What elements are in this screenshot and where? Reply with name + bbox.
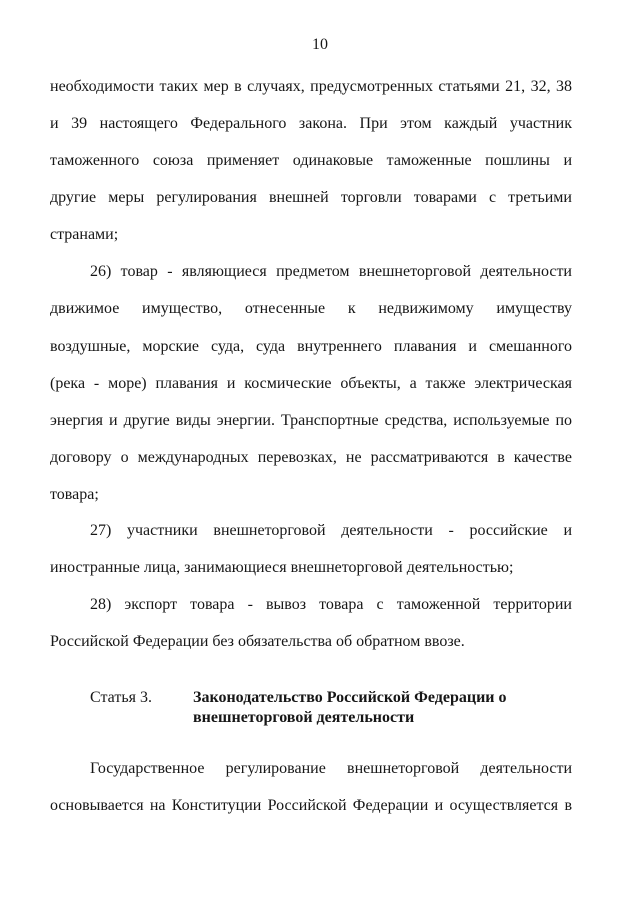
text-line: 26) товар - являющиеся предметом внешнеторговой деятельности — [90, 263, 572, 280]
text-line: товара; — [50, 486, 99, 503]
text-line: странами; — [50, 226, 119, 243]
article-title-line: Законодательство Российской Федерации о — [193, 689, 507, 706]
article-title — [193, 688, 583, 728]
text-line: и 39 настоящего Федерального закона. При этом каждый участник — [50, 115, 572, 132]
text-line: основывается на Конституции Российской Федерации и осуществляется в — [50, 797, 572, 814]
text-line: таможенного союза применяет одинаковые таможенные пошлины и — [50, 152, 572, 169]
text-line: договору о международных перевозках, не рассматриваются в качестве — [50, 449, 572, 466]
text-line: Российской Федерации без обязательства об обратном ввозе. — [50, 633, 465, 650]
text-line: другие меры регулирования внешней торговли товарами с третьими — [50, 189, 572, 206]
text-line: (река - море) плавания и космические объекты, а также электрическая — [50, 375, 572, 392]
article-number: Статья 3. — [90, 689, 152, 706]
text-line: движимое имущество, отнесенные к недвижимому имуществу — [50, 300, 572, 317]
text-line: 28) экспорт товара - вывоз товара с таможенной территории — [90, 596, 572, 613]
text-line: иностранные лица, занимающиеся внешнеторговой деятельностью; — [50, 559, 514, 576]
text-line: воздушные, морские суда, суда внутреннего плавания и смешанного — [50, 338, 572, 355]
text-line: 27) участники внешнеторговой деятельности - российские и — [90, 522, 572, 539]
page-number: 10 — [312, 36, 328, 53]
text-line: Государственное регулирование внешнеторговой деятельности — [90, 760, 572, 777]
text-line: энергия и другие виды энергии. Транспортные средства, используемые по — [50, 412, 572, 429]
text-line: необходимости таких мер в случаях, предусмотренных статьями 21, 32, 38 — [50, 78, 572, 95]
article-title-line: внешнеторговой деятельности — [193, 709, 415, 726]
